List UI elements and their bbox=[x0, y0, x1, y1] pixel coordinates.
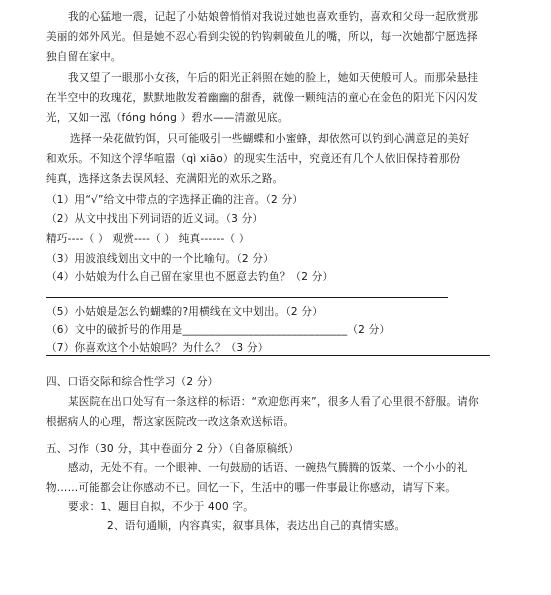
section-5-line2: 物……可能都会让你感动不已。回忆一下，生活中的哪一件事最让你感动，请写下来。 bbox=[46, 482, 457, 494]
section-5-requirement-1: 要求：1、题目自拟，不少于 400 字。 bbox=[68, 501, 255, 513]
passage-p3-line1: 选择一朵花做钓饵，只可能吸引一些蝴蝶和小蜜蜂，却依然可以钓到心满意足的美好 bbox=[70, 133, 470, 145]
section-divider bbox=[46, 355, 490, 356]
section-4-line1: 某医院在出口处写有一条这样的标语：“欢迎您再来”，很多人看了心里很不舒服。请你 bbox=[68, 396, 479, 408]
question-2-blanks: 精巧----（ ） 观赏----（ ） 纯真------（ ） bbox=[46, 233, 250, 245]
question-6: （6）文中的破折号的作用是______________________________（2 分） bbox=[46, 324, 391, 336]
question-3: （3）用波浪线划出文中的一个比喻句。（2 分） bbox=[46, 253, 275, 265]
passage-p2-line3: 光，又如一泓（fóng hóng ）碧水——清澈见底。 bbox=[46, 112, 289, 124]
passage-p1-line2: 美丽的郊外风光。但是她不忍心看到尖锐的钓钩刺破鱼儿的嘴，所以，每一次她都宁愿选择 bbox=[46, 31, 478, 43]
passage-p3-line2: 和欢乐。不知这个浮华喧嚣（qì xiāo）的现实生活中，究竟还有几个人依旧保持着那份 bbox=[46, 153, 461, 165]
section-5-requirement-2: 2、语句通顺，内容真实，叙事具体，表达出自己的真情实感。 bbox=[107, 520, 406, 532]
section-5-heading: 五、习作（30 分，其中卷面分 2 分）（自备原稿纸） bbox=[46, 443, 299, 455]
question-4: （4）小姑娘为什么自己留在家里也不愿意去钓鱼？（2 分） bbox=[46, 271, 334, 283]
question-1: （1）用“√”给文中带点的字选择正确的注音。（2 分） bbox=[46, 194, 304, 206]
section-4-line2: 根据病人的心理，帮这家医院改一改这条欢送标语。 bbox=[46, 416, 295, 428]
passage-p3-line3: 纯真，选择这条去误风轻、充满阳光的欢乐之路。 bbox=[46, 173, 284, 185]
question-7: （7）你喜欢这个小姑娘吗？为什么？（3 分） bbox=[46, 342, 269, 354]
passage-p2-line1: 我又望了一眼那小女孩，午后的阳光正斜照在她的脸上，她如天使般可人。而那朵悬挂 bbox=[68, 72, 479, 84]
question-4-answer-line bbox=[46, 297, 448, 298]
passage-p1-line3: 独自留在家中。 bbox=[46, 51, 122, 63]
passage-p2-line2: 在半空中的玫瑰花，默默地散发着幽幽的甜香，就像一颗纯洁的童心在金色的阳光下闪闪发 bbox=[46, 92, 478, 104]
question-5: （5）小姑娘是怎么钓蝴蝶的?用横线在文中划出。（2 分） bbox=[46, 306, 324, 318]
section-5-line1: 感动，无处不有。一个眼神、一句鼓励的话语、一碗热气腾腾的饭菜、一个小小的礼 bbox=[68, 462, 468, 474]
passage-p1-line1: 我的心猛地一震，记起了小姑娘曾悄悄对我说过她也喜欢垂钓，喜欢和父母一起欣赏那 bbox=[68, 11, 479, 23]
section-4-heading: 四、口语交际和综合性学习（2 分） bbox=[46, 376, 219, 388]
question-2: （2）从文中找出下列词语的近义词。（3 分） bbox=[46, 213, 264, 225]
